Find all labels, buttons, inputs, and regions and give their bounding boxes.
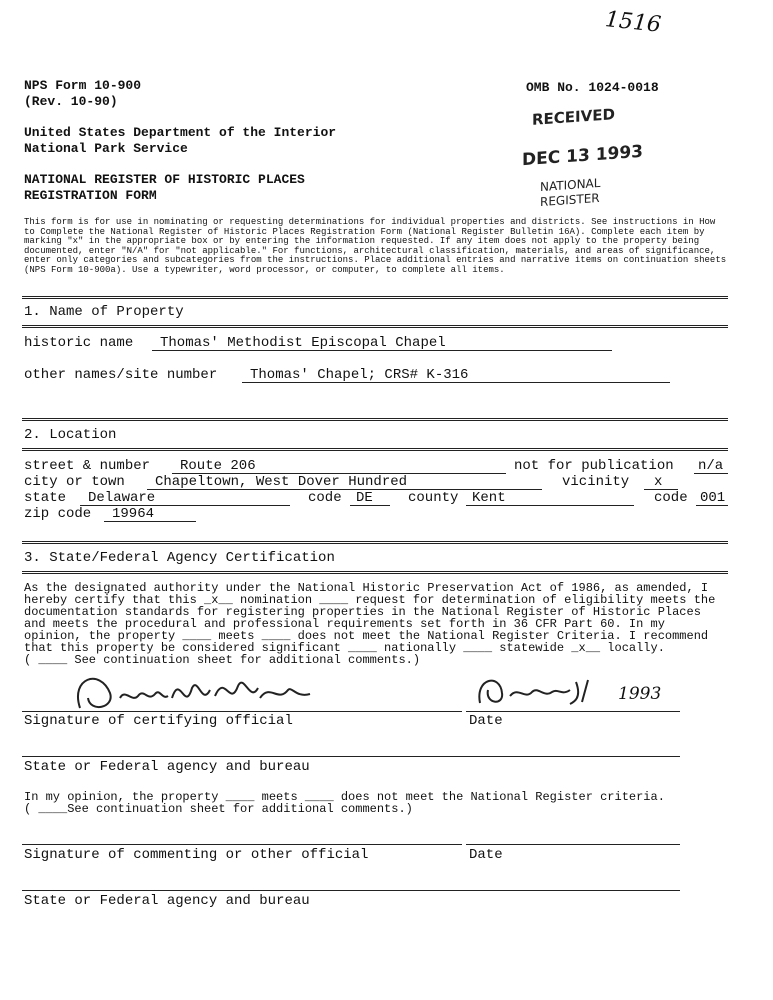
county-code-value: 001 [700, 490, 726, 506]
cert-line-1: As the designated authority under the National Historic Preservation Act of 1986, as amended, I [24, 581, 709, 595]
zip-label: zip code [24, 506, 92, 522]
comment-signature-label: Signature of commenting or other official [24, 847, 369, 863]
form-number: NPS Form 10-900 [24, 78, 142, 93]
state-code-value: DE [356, 490, 373, 506]
section1-heading: 1. Name of Property [24, 304, 184, 320]
nfp-label: not for publication [514, 458, 674, 474]
opinion-line-2: ( ____See continuation sheet for additional comments.) [24, 802, 413, 816]
street-value: Route 206 [180, 458, 256, 474]
city-label: city or town [24, 474, 125, 490]
received-date-stamp: DEC 13 1993 [522, 141, 644, 171]
section3-heading: 3. State/Federal Agency Certification [24, 550, 335, 566]
historic-name-label: historic name [24, 335, 134, 351]
county-value: Kent [472, 490, 506, 506]
form-subtitle: REGISTRATION FORM [24, 188, 157, 203]
date-label: Date [469, 713, 503, 729]
cert-line-4: and meets the procedural and professional requirements set forth in 36 CFR Part 60. In my [24, 617, 665, 631]
state-code-label: code [308, 490, 342, 506]
opinion-line-1: In my opinion, the property ____ meets ____ does not meet the National Register criteria. [24, 790, 665, 804]
county-code-label: code [654, 490, 688, 506]
cert-line-6: that this property be considered significant ____ nationally ____ statewide _x__ locally. [24, 641, 665, 655]
corner-number: 1516 [603, 7, 663, 38]
omb-number: OMB No. 1024-0018 [526, 80, 659, 95]
other-names-label: other names/site number [24, 367, 218, 383]
cert-line-2: hereby certify that this _x__ nomination ____ request for determination of eligibility meets the [24, 593, 716, 607]
vicinity-value: x [654, 474, 663, 490]
national-stamp: NATIONAL [540, 175, 601, 195]
city-value: Chapeltown, West Dover Hundred [155, 474, 408, 490]
cert-line-7: ( ____ See continuation sheet for additional comments.) [24, 653, 421, 667]
agency-service: National Park Service [24, 141, 188, 156]
historic-name-value: Thomas' Methodist Episcopal Chapel [160, 335, 446, 351]
cert-line-3: documentation standards for registering properties in the National Register of Historic Places [24, 605, 701, 619]
bureau2-label: State or Federal agency and bureau [24, 893, 310, 909]
county-label: county [408, 490, 459, 506]
agency-department: United States Department of the Interior [24, 125, 337, 140]
cert-line-5: opinion, the property ____ meets ____ does not meet the National Register Criteria. I recommend [24, 629, 709, 643]
section2-heading: 2. Location [24, 427, 117, 443]
register-stamp: REGISTER [540, 190, 600, 210]
instructions-text: This form is for use in nominating or requesting determinations for individual properties and districts. See instructions in How to Complete the National Register of Historic Places Registration Form (National Register Bulletin 16A). Complete each item by marking "x" in the appropriate box or by entering the information requested. If any item does not apply to the property being documented, enter "N/A" for "not applicable." For functions, architectural classification, materials, and areas of significance, enter only categories and subcategories from the instructions. Place additional entries and narrative items on continuation sheets (NPS Form 10-900a). Use a typewriter, word processor, or computer, to complete all items. [24, 217, 727, 275]
form-revision: (Rev. 10-90) [24, 94, 118, 109]
state-value: Delaware [88, 490, 156, 506]
state-label: state [24, 490, 67, 506]
zip-value: 19964 [112, 506, 155, 522]
other-names-value: Thomas' Chapel; CRS# K-316 [250, 367, 469, 383]
comment-date-label: Date [469, 847, 503, 863]
nfp-value: n/a [698, 458, 724, 474]
signature-label: Signature of certifying official [24, 713, 293, 729]
form-title: NATIONAL REGISTER OF HISTORIC PLACES [24, 172, 305, 187]
bureau-label: State or Federal agency and bureau [24, 759, 310, 775]
street-label: street & number [24, 458, 151, 474]
vicinity-label: vicinity [562, 474, 630, 490]
received-stamp: RECEIVED [532, 105, 615, 129]
